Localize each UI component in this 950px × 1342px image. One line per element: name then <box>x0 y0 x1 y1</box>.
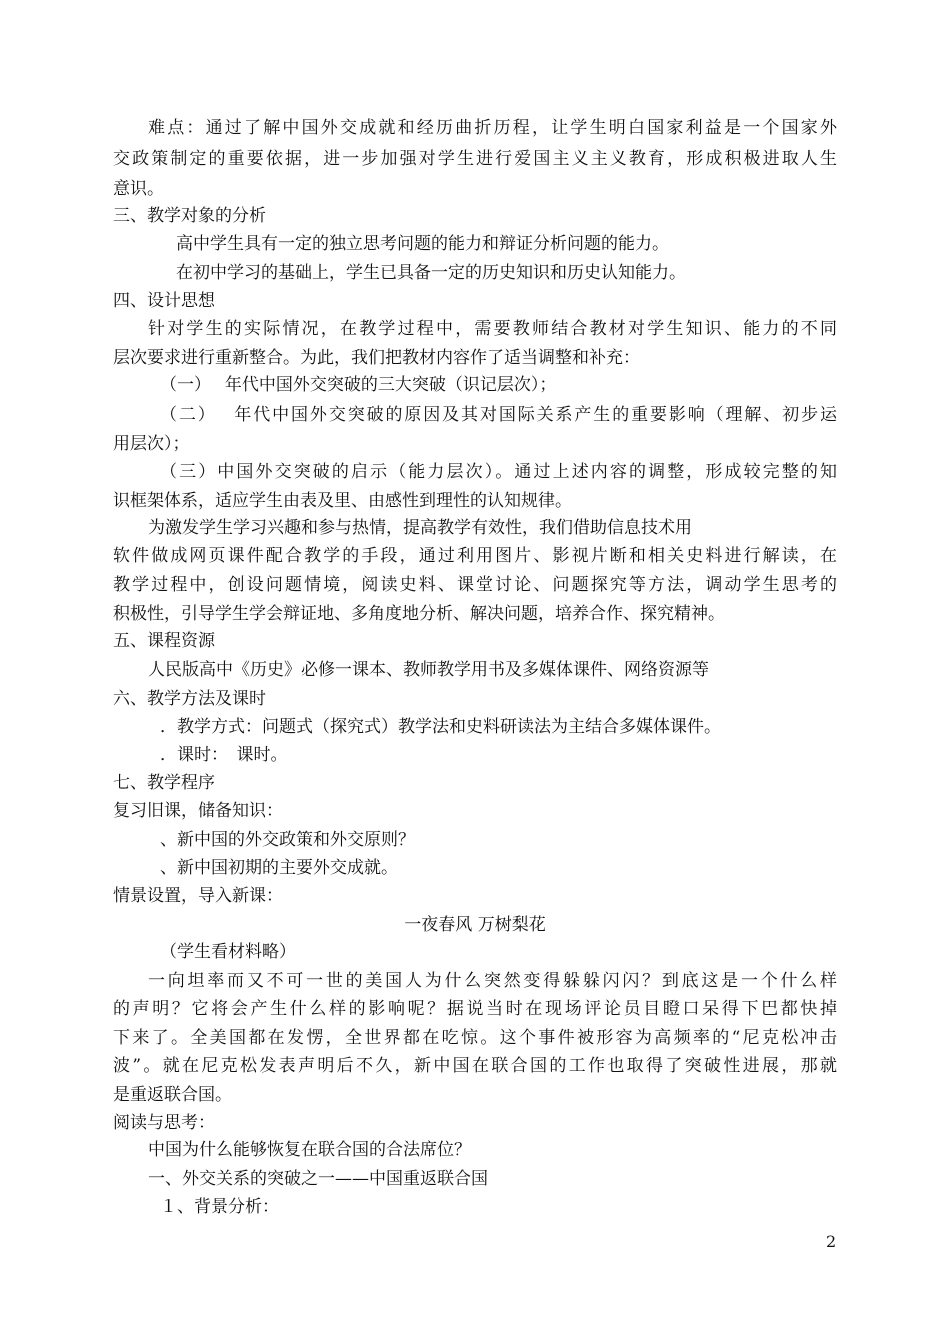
section-heading: 四、设计思想 <box>113 291 215 311</box>
paragraph-line: 是重返联合国。 <box>113 1085 232 1105</box>
section-heading: 六、教学方法及课时 <box>113 689 266 709</box>
section-heading: 七、教学程序 <box>113 773 215 793</box>
list-item: （二） 年代中国外交突破的原因及其对国际关系产生的重要影响（理解、初步运 <box>160 405 837 425</box>
list-item: 、新中国的外交政策和外交原则？ <box>160 830 415 850</box>
paragraph-line: 积极性，引导学生学会辩证地、多角度地分析、解决问题，培养合作、探究精神。 <box>113 604 725 624</box>
paragraph-line: 的声明？它将会产生什么样的影响呢？据说当时在现场评论员目瞪口呆得下巴都快掉 <box>113 999 837 1019</box>
list-item: 、新中国初期的主要外交成就。 <box>160 858 398 878</box>
paragraph-line: 识框架体系，适应学生由表及里、由感性到理性的认知规律。 <box>113 491 572 511</box>
paragraph-line: 复习旧课，储备知识： <box>113 801 283 821</box>
paragraph-line: 中国为什么能够恢复在联合国的合法席位？ <box>148 1140 471 1160</box>
paragraph-line: 层次要求进行重新整合。为此，我们把教材内容作了适当调整和补充： <box>113 348 640 368</box>
section-heading: 三、教学对象的分析 <box>113 206 266 226</box>
paragraph-line: 阅读与思考： <box>113 1113 215 1133</box>
list-item: ．课时： 课时。 <box>160 745 288 765</box>
paragraph-line: 波”。就在尼克松发表声明后不久，新中国在联合国的工作也取得了突破性进展，那就 <box>113 1056 837 1076</box>
list-item: （三）中国外交突破的启示（能力层次）。通过上述内容的调整，形成较完整的知 <box>160 462 837 482</box>
paragraph-line: 人民版高中《历史》必修一课本、教师教学用书及多媒体课件、网络资源等 <box>148 660 709 680</box>
list-item: （一） 年代中国外交突破的三大突破（识记层次）； <box>160 375 557 395</box>
paragraph-line: 在初中学习的基础上，学生已具备一定的历史知识和历史认知能力。 <box>176 263 686 283</box>
paragraph-line: 一向坦率而又不可一世的美国人为什么突然变得躲躲闪闪？到底这是一个什么样 <box>148 971 837 991</box>
paragraph-line: 难点：通过了解中国外交成就和经历曲折历程，让学生明白国家利益是一个国家外 <box>148 118 837 138</box>
list-item: ．教学方式：问题式（探究式）教学法和史料研读法为主结合多媒体课件。 <box>160 717 721 737</box>
paragraph-line: 情景设置，导入新课： <box>113 886 283 906</box>
paragraph-line: 为激发学生学习兴趣和参与热情，提高教学有效性，我们借助信息技术用 <box>148 518 692 538</box>
paragraph-line: （学生看材料略） <box>160 942 296 962</box>
paragraph-line: 意识。 <box>113 179 164 199</box>
paragraph-line: 一、外交关系的突破之一——中国重返联合国 <box>148 1169 488 1189</box>
centered-title: 一夜春风 万树梨花 <box>404 915 546 935</box>
paragraph-line: 下来了。全美国都在发愣，全世界都在吃惊。这个事件被形容为高频率的“尼克松冲击 <box>113 1028 837 1048</box>
paragraph-line: 教学过程中，创设问题情境，阅读史料、课堂讨论、问题探究等方法，调动学生思考的 <box>113 575 837 595</box>
page-number: 2 <box>826 1232 837 1251</box>
paragraph-line: 高中学生具有一定的独立思考问题的能力和辩证分析问题的能力。 <box>176 234 669 254</box>
list-item: １、背景分析： <box>160 1197 279 1217</box>
section-heading: 五、课程资源 <box>113 631 215 651</box>
paragraph-line: 针对学生的实际情况，在教学过程中，需要教师结合教材对学生知识、能力的不同 <box>148 319 837 339</box>
paragraph-line: 软件做成网页课件配合教学的手段，通过利用图片、影视片断和相关史料进行解读，在 <box>113 546 837 566</box>
paragraph-line: 交政策制定的重要依据，进一步加强对学生进行爱国主义主义教育，形成积极进取人生 <box>113 149 837 169</box>
paragraph-line: 用层次）； <box>113 434 190 454</box>
